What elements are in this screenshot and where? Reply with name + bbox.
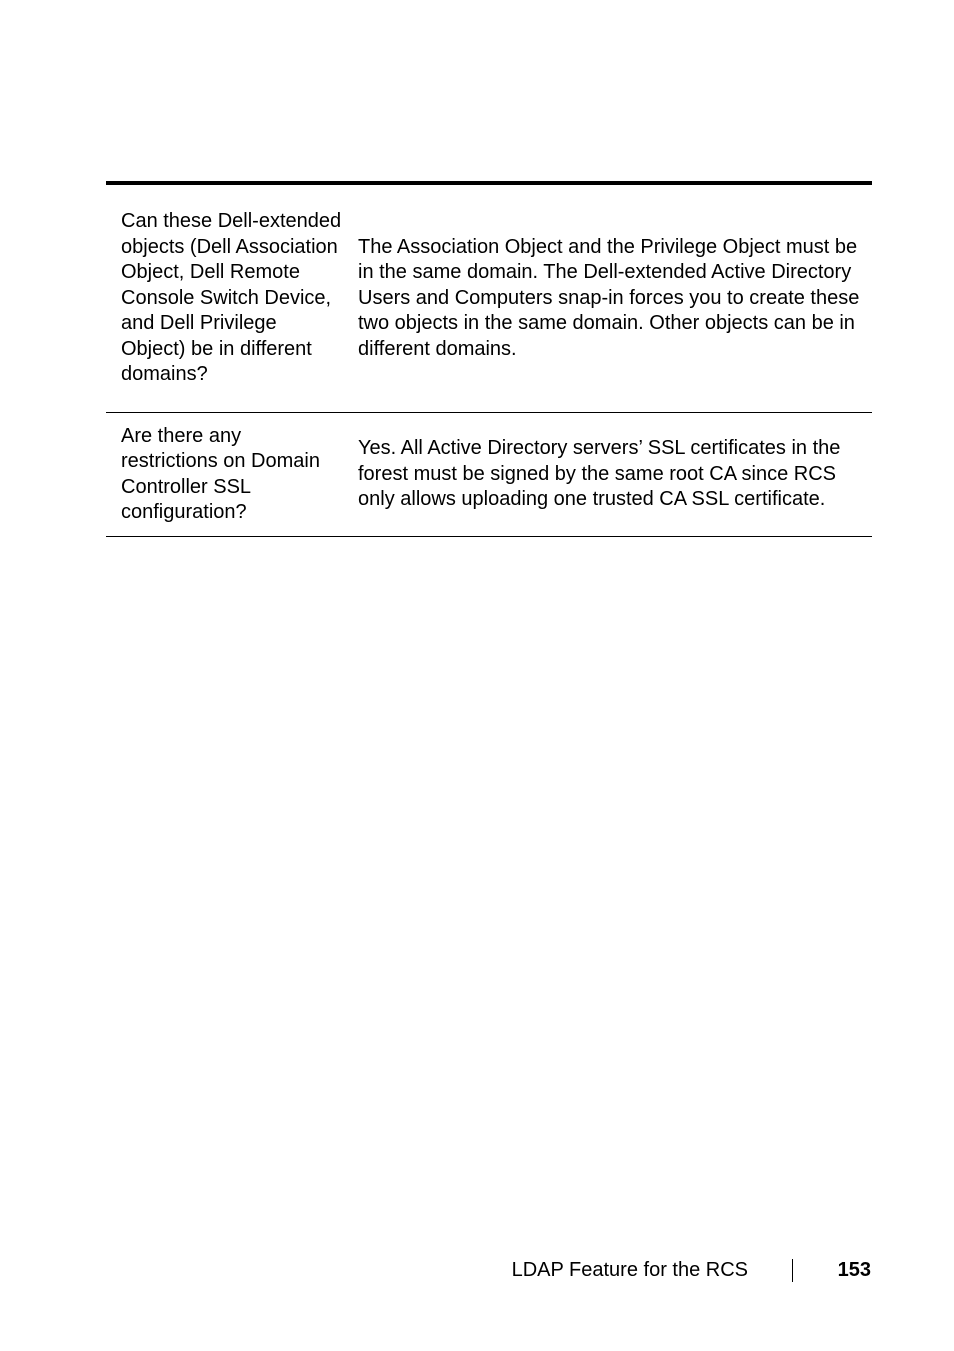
question-cell: Are there any restrictions on Domain Controller SSL configuration?	[121, 424, 320, 523]
table-row	[106, 413, 872, 537]
footer-section-title: LDAP Feature for the RCS	[511, 1259, 748, 1281]
faq-table	[106, 181, 872, 537]
page-footer	[0, 1257, 954, 1285]
answer-cell: Yes. All Active Directory servers’ SSL certificates in the forest must be signed by the same root CA since RCS only allows uploading one trusted CA SSL certificate.	[358, 437, 841, 511]
table-row	[106, 185, 872, 413]
question-cell: Can these Dell-extended objects (Dell Association Object, Dell Remote Console Switch Device, and Dell Privilege Object) be in different domains?	[121, 210, 342, 386]
footer-divider	[792, 1259, 793, 1282]
page-number: 153	[837, 1259, 871, 1281]
answer-cell: The Association Object and the Privilege Object must be in the same domain. The Dell-extended Active Directory Users and Computers snap-in forces you to create these two objects in the same domain. Other objects can be in different domains.	[358, 235, 860, 360]
